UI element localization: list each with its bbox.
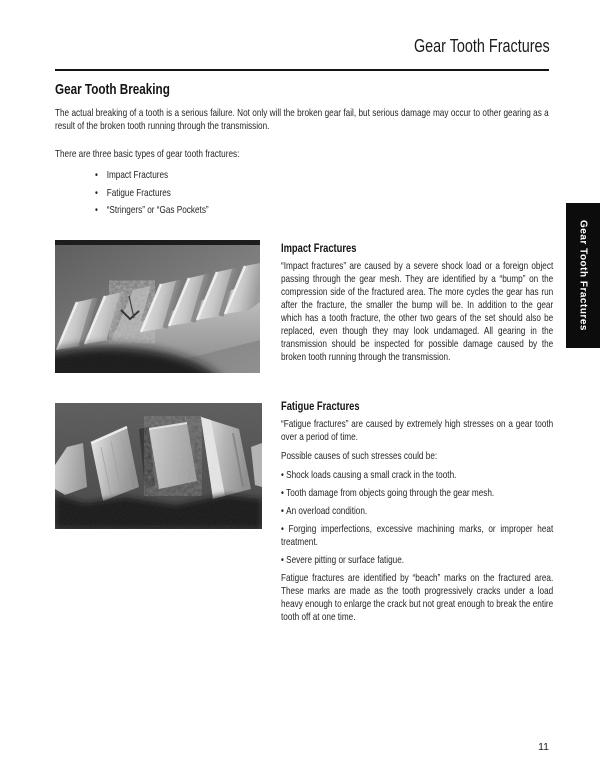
fatigue-cause-item: • Tooth damage from objects going through the gear mesh. <box>281 487 553 500</box>
fatigue-intro: “Fatigue fractures” are caused by extremely high stresses on a gear tooth over a period of time. <box>281 418 554 443</box>
fatigue-cause-item: • An overload condition. <box>281 505 553 518</box>
section-title: Gear Tooth Breaking <box>55 81 170 98</box>
intro-paragraph: The actual breaking of a tooth is a serious failure. Not only will the broken gear fail, but serious damage may occur to other gearing as a result of the broken tooth running through the transmission. <box>55 107 549 132</box>
impact-body: “Impact fractures” are caused by a severe shock load or a foreign object passing through the gear mesh. They are identified by a “bump” on the compression side of the fractured area. The more cycles the gear has run after the fracture, the smaller the bump will be. In addition to the gear which has a tooth fracture, the other two gears of the set should also be replaced, even though they may look undamaged. All gearing in the transmission should be inspected for possible damage caused by the broken tooth running through the transmission. <box>281 260 554 363</box>
fatigue-cause-item: • Shock loads causing a small crack in the tooth. <box>281 469 553 482</box>
fatigue-cause-item: • Severe pitting or surface fatigue. <box>281 554 553 567</box>
fatigue-section-text <box>281 399 553 630</box>
impact-heading: Impact Fractures <box>281 241 357 255</box>
header-rule <box>55 69 549 71</box>
fracture-type-label: “Stringers” or “Gas Pockets” <box>106 204 209 216</box>
fatigue-causes-lead: Possible causes of such stresses could be: <box>281 450 438 462</box>
fracture-type-item <box>95 185 423 203</box>
fracture-types-lead: There are three basic types of gear tooth fractures: <box>55 148 240 160</box>
page-number: 11 <box>538 741 549 753</box>
fracture-type-label: Fatigue Fractures <box>106 186 171 199</box>
page-header-title: Gear Tooth Fractures <box>414 36 550 56</box>
impact-fracture-photo <box>55 240 260 373</box>
fracture-type-list <box>95 167 423 220</box>
side-tab-gear-tooth-fractures <box>566 203 600 348</box>
impact-section-text <box>281 241 553 370</box>
fatigue-conclusion: Fatigue fractures are identified by “beach” marks on the fractured area. These marks are made as the tooth progressively cracks under a load heavy enough to enlarge the crack but not great enough to break the entire tooth off at one time. <box>281 572 554 623</box>
fatigue-cause-item: • Forging imperfections, excessive machining marks, or improper heat treatment. <box>281 523 553 549</box>
bullet-icon <box>95 185 107 203</box>
fatigue-fracture-photo <box>55 403 262 529</box>
fatigue-heading: Fatigue Fractures <box>281 399 360 413</box>
bullet-icon <box>95 167 107 185</box>
bullet-icon <box>95 202 107 220</box>
fracture-type-label: Impact Fractures <box>106 169 169 181</box>
side-tab-label: Gear Tooth Fractures <box>577 220 589 331</box>
fracture-type-item <box>95 167 423 185</box>
fracture-type-item <box>95 202 423 220</box>
